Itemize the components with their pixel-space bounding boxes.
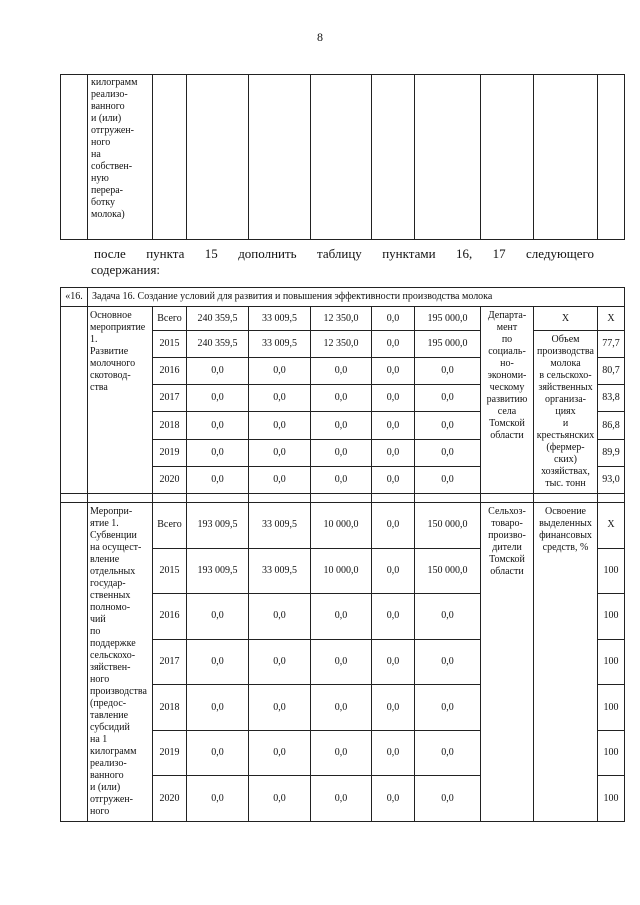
year-cell: 2017: [153, 639, 187, 685]
extrabudget-cell: 150 000,0: [415, 503, 481, 549]
local-cell: 0,0: [372, 776, 415, 822]
regional-cell: 0,0: [311, 639, 372, 685]
top-cell: [415, 75, 481, 240]
regional-cell: 0,0: [311, 776, 372, 822]
extrabudget-cell: 0,0: [415, 639, 481, 685]
local-cell: 0,0: [372, 307, 415, 331]
extrabudget-cell: 150 000,0: [415, 548, 481, 594]
main-table: [60, 287, 625, 822]
federal-cell: 0,0: [249, 776, 311, 822]
local-cell: 0,0: [372, 439, 415, 466]
measure-name: Меропри- ятие 1. Субвенции на осущест- вление отдельных государ- ственных полномо- чий по поддержке сельскохо- зяйствен- ного производства (предос- тавление субсидий на 1 килограмм реализо- ванного и (или) отгружен- ного: [88, 503, 153, 822]
federal-cell: 0,0: [249, 439, 311, 466]
regional-cell: 0,0: [311, 358, 372, 385]
indicator-value: 100: [598, 685, 625, 731]
task-title: Задача 16. Создание условий для развития и повышения эффективности производства молока: [88, 288, 625, 307]
year-cell: 2016: [153, 358, 187, 385]
indicator-value: Х: [598, 307, 625, 331]
total-cell: 193 009,5: [187, 503, 249, 549]
federal-cell: 33 009,5: [249, 307, 311, 331]
top-cell: [187, 75, 249, 240]
local-cell: 0,0: [372, 358, 415, 385]
total-cell: 0,0: [187, 730, 249, 776]
total-cell: 0,0: [187, 412, 249, 439]
regional-cell: 10 000,0: [311, 548, 372, 594]
indicator: Освоение выделенных финансовых средств, %: [534, 503, 598, 822]
extrabudget-cell: 0,0: [415, 385, 481, 412]
federal-cell: 33 009,5: [249, 331, 311, 358]
total-cell: 0,0: [187, 685, 249, 731]
extrabudget-cell: 0,0: [415, 358, 481, 385]
local-cell: 0,0: [372, 503, 415, 549]
indicator-value: 93,0: [598, 466, 625, 493]
regional-cell: 0,0: [311, 385, 372, 412]
regional-cell: 0,0: [311, 685, 372, 731]
total-cell: 0,0: [187, 594, 249, 640]
top-cell: [153, 75, 187, 240]
page-number: 8: [317, 30, 323, 44]
row-number-cell: [61, 503, 88, 822]
local-cell: 0,0: [372, 685, 415, 731]
year-cell: 2015: [153, 548, 187, 594]
top-cell: [311, 75, 372, 240]
block-gap: [61, 494, 625, 503]
year-cell: 2020: [153, 466, 187, 493]
federal-cell: 0,0: [249, 412, 311, 439]
local-cell: 0,0: [372, 331, 415, 358]
indicator-value: 100: [598, 548, 625, 594]
local-cell: 0,0: [372, 466, 415, 493]
federal-cell: 0,0: [249, 385, 311, 412]
top-measure-label: килограмм реализо- ванного и (или) отгружен- ного на собствен- ную перера- ботку молока): [88, 75, 153, 240]
total-cell: 0,0: [187, 776, 249, 822]
local-cell: 0,0: [372, 548, 415, 594]
table-row: [61, 503, 625, 549]
local-cell: 0,0: [372, 730, 415, 776]
paragraph-line: после пункта 15 дополнить таблицу пунктами 16, 17 следующего: [94, 246, 594, 261]
year-cell: 2017: [153, 385, 187, 412]
total-cell: 193 009,5: [187, 548, 249, 594]
year-cell: Всего: [153, 503, 187, 549]
indicator-value: 86,8: [598, 412, 625, 439]
indicator-x: Х: [534, 307, 598, 331]
local-cell: 0,0: [372, 594, 415, 640]
indicator-value: 100: [598, 594, 625, 640]
year-cell: 2020: [153, 776, 187, 822]
extrabudget-cell: 0,0: [415, 466, 481, 493]
regional-cell: 0,0: [311, 594, 372, 640]
federal-cell: 0,0: [249, 358, 311, 385]
top-cell: [481, 75, 534, 240]
extrabudget-cell: 195 000,0: [415, 307, 481, 331]
year-cell: 2018: [153, 685, 187, 731]
task-row: [61, 288, 625, 307]
local-cell: 0,0: [372, 385, 415, 412]
year-cell: 2018: [153, 412, 187, 439]
top-table-fragment: [60, 74, 625, 240]
extrabudget-cell: 0,0: [415, 730, 481, 776]
measure2-block: [61, 503, 625, 822]
indicator-value: 100: [598, 639, 625, 685]
extrabudget-cell: 0,0: [415, 685, 481, 731]
local-cell: 0,0: [372, 412, 415, 439]
regional-cell: 0,0: [311, 466, 372, 493]
top-cell: [534, 75, 598, 240]
indicator: Объем производства молока в сельскохо- зяйственных организа- циях и крестьянских (фермер- ских) хозяйствах, тыс. тонн: [534, 331, 598, 494]
federal-cell: 0,0: [249, 466, 311, 493]
federal-cell: 33 009,5: [249, 548, 311, 594]
top-cell: [372, 75, 415, 240]
amendment-paragraph: [91, 246, 594, 278]
year-cell: 2019: [153, 730, 187, 776]
extrabudget-cell: 0,0: [415, 776, 481, 822]
row-number-cell: [61, 307, 88, 494]
total-cell: 240 359,5: [187, 331, 249, 358]
federal-cell: 0,0: [249, 730, 311, 776]
total-cell: 0,0: [187, 639, 249, 685]
executor: Сельхоз- товаро- произво- дители Томской области: [481, 503, 534, 822]
regional-cell: 0,0: [311, 439, 372, 466]
indicator-value: 83,8: [598, 385, 625, 412]
local-cell: 0,0: [372, 639, 415, 685]
total-cell: 240 359,5: [187, 307, 249, 331]
total-cell: 0,0: [187, 358, 249, 385]
extrabudget-cell: 195 000,0: [415, 331, 481, 358]
top-cell-number: [61, 75, 88, 240]
regional-cell: 0,0: [311, 412, 372, 439]
top-cell: [249, 75, 311, 240]
federal-cell: 33 009,5: [249, 503, 311, 549]
indicator-value: 77,7: [598, 331, 625, 358]
regional-cell: 0,0: [311, 730, 372, 776]
table-row: [61, 307, 625, 331]
total-cell: 0,0: [187, 466, 249, 493]
federal-cell: 0,0: [249, 685, 311, 731]
regional-cell: 10 000,0: [311, 503, 372, 549]
top-cell: [598, 75, 625, 240]
indicator-value: 100: [598, 776, 625, 822]
regional-cell: 12 350,0: [311, 331, 372, 358]
indicator-value: 89,9: [598, 439, 625, 466]
executor: Департа- мент по социаль- но- экономи- ческому развитию села Томской области: [481, 307, 534, 494]
year-cell: 2019: [153, 439, 187, 466]
extrabudget-cell: 0,0: [415, 594, 481, 640]
indicator-value: 100: [598, 730, 625, 776]
total-cell: 0,0: [187, 385, 249, 412]
year-cell: Всего: [153, 307, 187, 331]
extrabudget-cell: 0,0: [415, 439, 481, 466]
year-cell: 2016: [153, 594, 187, 640]
extrabudget-cell: 0,0: [415, 412, 481, 439]
total-cell: 0,0: [187, 439, 249, 466]
indicator-value: 80,7: [598, 358, 625, 385]
task-number: «16.: [61, 288, 88, 307]
regional-cell: 12 350,0: [311, 307, 372, 331]
indicator-value: Х: [598, 503, 625, 549]
year-cell: 2015: [153, 331, 187, 358]
federal-cell: 0,0: [249, 639, 311, 685]
federal-cell: 0,0: [249, 594, 311, 640]
paragraph-line: содержания:: [91, 262, 161, 277]
measure-name: Основное мероприятие 1. Развитие молочного скотовод- ства: [88, 307, 153, 494]
measure1-block: [61, 307, 625, 494]
